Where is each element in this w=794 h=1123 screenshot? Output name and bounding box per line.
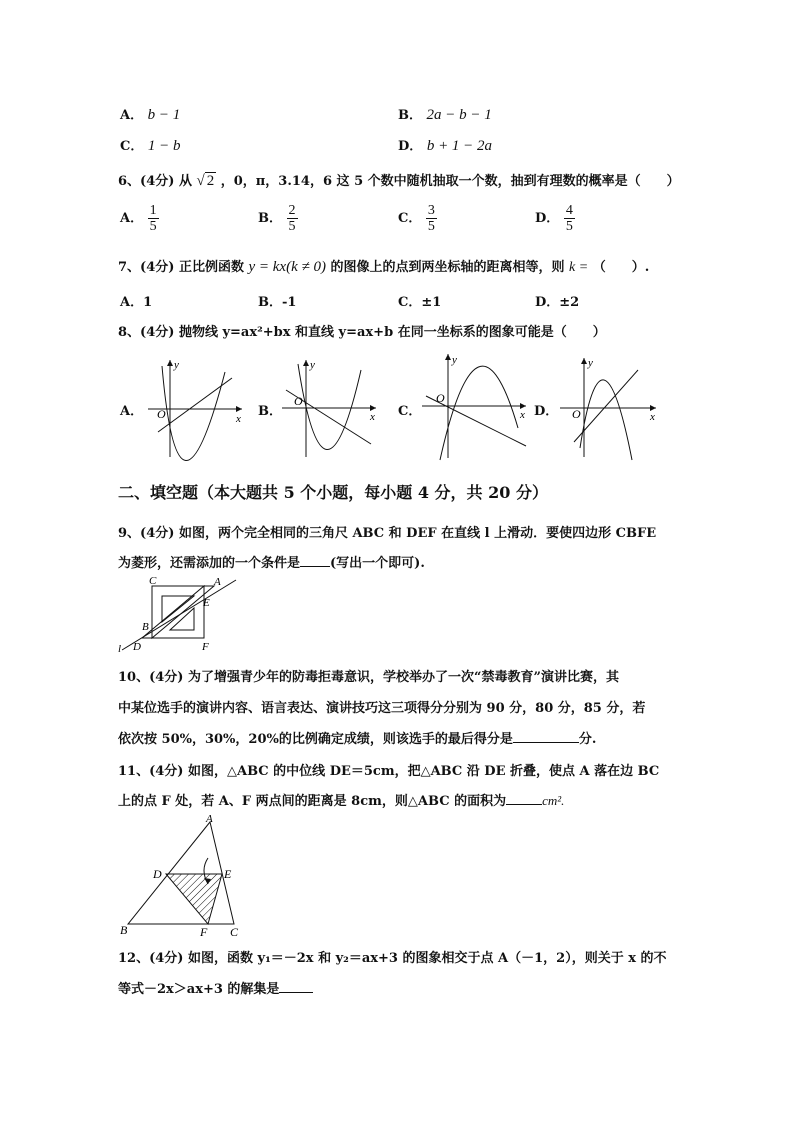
option-label: C． (398, 211, 422, 226)
section-heading: 二、填空题（本大题共 5 个小题，每小题 4 分，共 20 分） (118, 483, 548, 502)
q11-line2 (118, 790, 564, 809)
q7-text-before: 正比例函数 (178, 260, 244, 275)
origin-label: O (436, 391, 445, 405)
y-label: y (310, 359, 315, 371)
q9-figure (116, 574, 244, 654)
answer-blank (300, 566, 330, 567)
q9-text: 如图，两个完全相同的三角尺 ABC 和 DEF 在直线 l 上滑动．要使四边形 CBFE (178, 526, 657, 541)
q11-text: 如图，△ABC 的中位线 DE＝5cm，把△ABC 沿 DE 折叠，使点 A 落在边 BC (187, 764, 660, 779)
label-f: F (200, 925, 208, 936)
fraction: $\frac{2}{5}$ (288, 203, 296, 234)
origin-label: O (294, 394, 303, 408)
option-value: 1 − b (147, 138, 181, 154)
parabola (580, 380, 632, 460)
q6-text-after: ，0，π，3.14，6 这 5 个数中随机抽取一个数，抽到有理数的概率是（ ） (220, 174, 680, 189)
x-label: x (520, 409, 525, 421)
q7-formula: y = kx(k ≠ 0) (248, 259, 326, 275)
q11-line1 (118, 760, 659, 779)
q5-option-c (120, 135, 181, 155)
q6-option-a (120, 203, 159, 234)
answer-blank (506, 804, 542, 805)
label-f: F (202, 641, 209, 653)
option-value: b + 1 − 2a (426, 138, 493, 154)
graph-a (140, 352, 250, 462)
fraction: $\frac{1}{5}$ (149, 203, 157, 234)
option-label: A． (120, 211, 144, 226)
q10-line1 (118, 666, 619, 685)
q11-text: 上的点 F 处，若 A、F 两点间的距离是 8cm，则△ABC 的面积为 (118, 794, 507, 809)
q8-text: 抛物线 y=ax²+bx 和直线 y=ax+b 在同一坐标系的图象可能是（ ） (178, 325, 606, 340)
q10-text: 分. (578, 732, 597, 747)
sqrt-expression: √ 2 (196, 173, 215, 189)
y-label: y (452, 354, 457, 366)
q10-text: 依次按 50%，30%，20%的比例确定成绩，则该选手的最后得分是 (118, 732, 513, 747)
label-a: A (206, 813, 213, 825)
graph-label-c: C． (398, 404, 422, 419)
y-axis-arrow (303, 360, 309, 366)
label-c: C (230, 925, 239, 936)
q7-option-c: C．±1 (398, 295, 442, 310)
label-d: D (133, 641, 141, 653)
q5-option-a (120, 104, 180, 124)
x-axis-arrow (236, 406, 242, 412)
option-label: B． (398, 108, 422, 123)
option-label: C． (120, 139, 144, 154)
option-value: 2a − b − 1 (426, 107, 492, 123)
label-l: l (118, 643, 122, 654)
triangle-abc (128, 822, 234, 924)
q12-text: 如图，函数 y₁＝－2x 和 y₂＝ax+3 的图象相交于点 A（－1，2），则关于 x 的不 (187, 951, 667, 966)
question-number: 10、(4分) (118, 670, 184, 685)
q6-option-c (398, 203, 437, 234)
option-label: D． (535, 211, 560, 226)
label-a: A (214, 576, 221, 588)
graph-label-a: A． (120, 404, 144, 419)
y-axis-arrow (581, 358, 587, 364)
label-b: B (142, 621, 149, 633)
graph-d (556, 352, 668, 462)
fraction: $\frac{3}{5}$ (427, 203, 435, 234)
label-d: D (153, 867, 162, 881)
q10-text: 为了增强青少年的防毒拒毒意识，学校举办了一次“禁毒教育”演讲比赛，其 (187, 670, 619, 685)
question-number: 8、(4分) (118, 325, 175, 340)
parabola (298, 364, 361, 450)
x-label: x (370, 411, 375, 423)
graph-b (276, 352, 386, 462)
q7-text-middle: 的图像上的点到两坐标轴的距离相等，则 (330, 260, 565, 275)
question-number: 11、(4分) (118, 764, 184, 779)
label-c: C (149, 575, 157, 587)
q9-line2 (118, 552, 425, 571)
option-label: D． (398, 139, 423, 154)
answer-blank (279, 992, 313, 993)
option-value: b − 1 (147, 107, 181, 123)
q6-stem (118, 170, 680, 190)
option-label: A． (120, 108, 144, 123)
line (158, 378, 232, 432)
origin-label: O (572, 407, 581, 421)
label-e: E (203, 597, 210, 609)
x-label: x (236, 413, 241, 425)
graph-label-b: B． (258, 404, 282, 419)
q5-option-d (398, 135, 492, 155)
y-label: y (174, 359, 179, 371)
q6-option-d (535, 203, 575, 234)
x-label: x (650, 411, 655, 423)
q7-option-d: D．±2 (535, 295, 580, 310)
y-label: y (588, 357, 593, 369)
q6-option-b (258, 203, 298, 234)
parabola (162, 366, 225, 461)
q8-stem (118, 321, 606, 340)
q9-text: (写出一个即可). (330, 556, 425, 571)
graph-label-d: D． (534, 404, 559, 419)
question-number: 12、(4分) (118, 951, 184, 966)
q7-option-b: B．-1 (258, 295, 297, 310)
label-e: E (224, 867, 232, 881)
q7-stem (118, 256, 649, 276)
q5-option-b (398, 104, 492, 124)
origin-label: O (157, 407, 166, 421)
q6-text-before: 从 (178, 174, 192, 189)
folded-triangle-dfe (166, 874, 222, 924)
option-label: B． (258, 211, 282, 226)
q12-text: 等式－2x＞ax+3 的解集是 (118, 982, 280, 997)
q7-option-a: A．1 (120, 295, 153, 310)
q10-line3 (118, 728, 596, 747)
question-number: 6、(4分) (118, 174, 175, 189)
question-number: 7、(4分) (118, 260, 175, 275)
question-number: 9、(4分) (118, 526, 175, 541)
fraction: $\frac{4}{5}$ (565, 203, 573, 234)
graph-c (414, 350, 534, 462)
label-b: B (120, 923, 128, 936)
q11-figure (116, 812, 252, 936)
q12-line2 (118, 978, 313, 997)
sqrt-radicand: 2 (206, 173, 215, 189)
y-axis-arrow (445, 354, 451, 360)
answer-blank (513, 742, 579, 743)
y-axis-arrow (167, 360, 173, 366)
q11-unit: cm². (542, 793, 565, 808)
q7-k: k = (569, 260, 589, 275)
parabola (440, 366, 518, 460)
q12-line1 (118, 947, 667, 966)
q7-text-after: （ ）. (592, 260, 650, 275)
q10-line2: 中某位选手的演讲内容、语言表达、演讲技巧这三项得分分别为 90 分，80 分，85 分，若 (118, 701, 646, 716)
q9-text: 为菱形，还需添加的一个条件是 (118, 556, 301, 571)
q9-line1 (118, 522, 656, 541)
